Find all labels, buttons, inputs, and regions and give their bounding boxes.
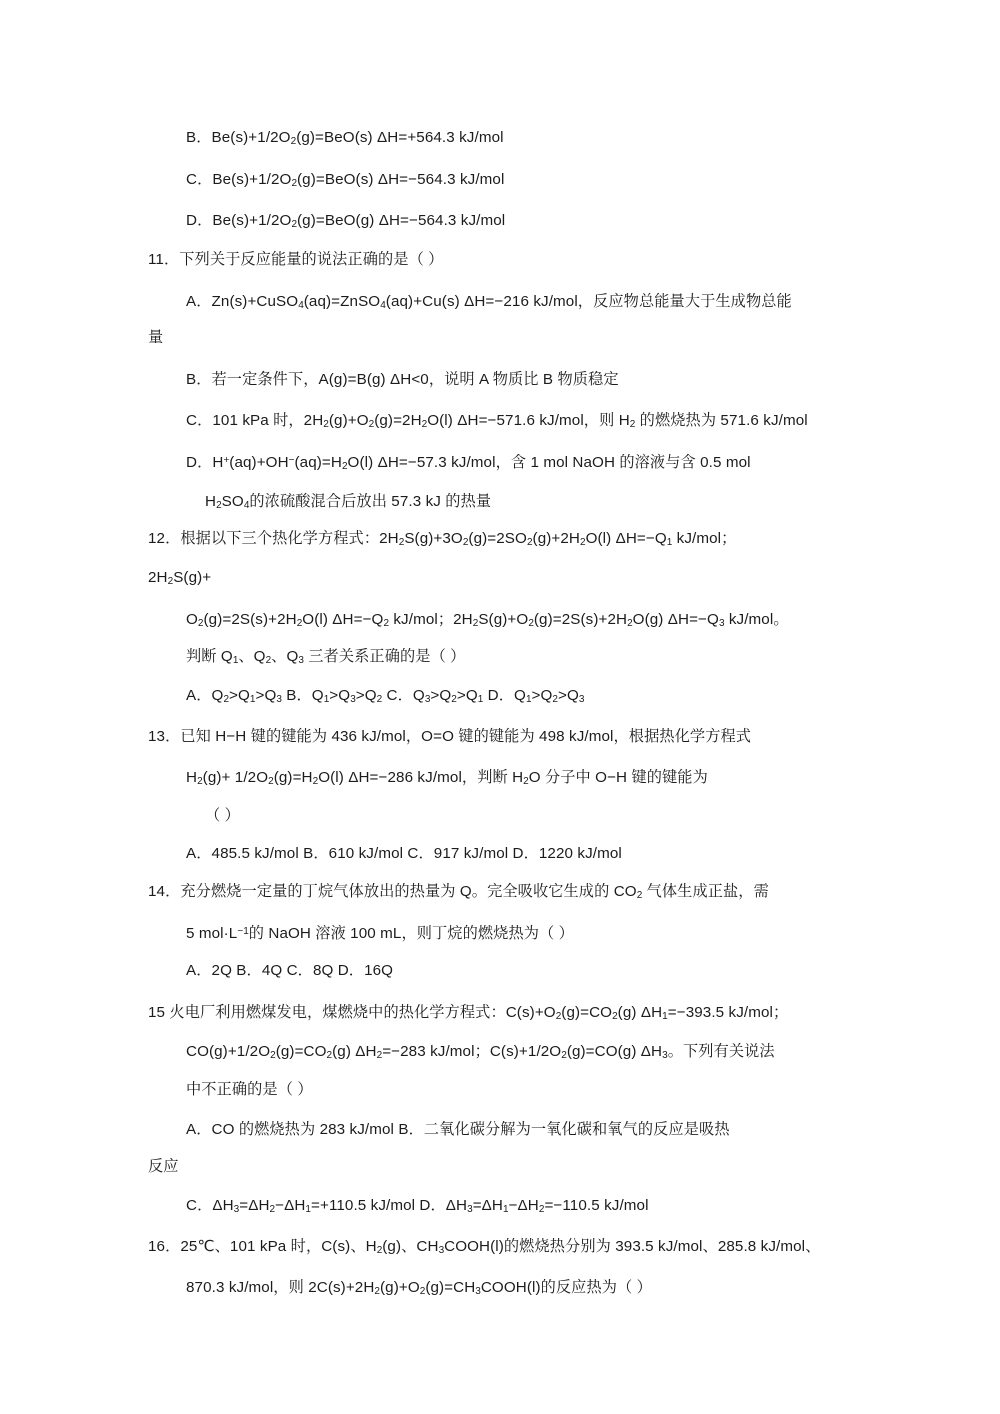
text-line-q15_stem_wrap: $CO(g)+1/2O_2(g)=CO_2(g)$ $\Delta H_2=-283$ kJ/mol；$C(s)+1/2O_2(g)=CO(g)$ $\Delta H_3$。下列有关说法: [186, 1043, 775, 1061]
text-line-q12_stem_wrap: $2H_2S(g)+$: [148, 569, 212, 587]
text-line-q16_stem: 16．25℃、101 kPa 时，C(s)、$H_2(g)$、$CH_3COOH(l)$的燃烧热分别为 393.5 kJ/mol、285.8 kJ/mol、: [148, 1238, 821, 1256]
text-line-q11_opt_a_wrap: 量: [148, 329, 164, 346]
text-line-q10_opt_b: B．$Be(s)+1/2O_2(g)=BeO(s)$ ΔH=+564.3 kJ/mol: [186, 129, 504, 147]
text-line-q15_opt_ab: A．CO 的燃烧热为 283 kJ/mol B．二氧化碳分解为一氧化碳和氧气的反应是吸热: [186, 1121, 730, 1138]
text-line-q10_opt_d: D．$Be(s)+1/2O_2(g)=BeO(g)$ ΔH=−564.3 kJ/mol: [186, 212, 506, 230]
text-line-q11_stem: 11．下列关于反应能量的说法正确的是（ ）: [148, 251, 444, 268]
text-line-q13_stem: 13．已知 H−H 键的键能为 436 kJ/mol，O=O 键的键能为 498 kJ/mol，根据热化学方程式: [148, 728, 752, 745]
text-line-q14_options: A．2Q B．4Q C．8Q D．16Q: [186, 962, 394, 979]
text-line-q14_stem: 14．充分燃烧一定量的丁烷气体放出的热量为 Q。完全吸收它生成的 $CO_2$ 气体生成正盐，需: [148, 883, 769, 901]
text-line-q12_options: A．$Q_2>Q_1>Q_3$ B．$Q_1>Q_3>Q_2$ C．$Q_3>Q_2>Q_1$ D．$Q_1>Q_2>Q_3$: [186, 687, 585, 705]
text-line-q12_stem_wrap3: 判断 $Q_1$、$Q_2$、$Q_3$ 三者关系正确的是（ ）: [186, 648, 466, 666]
text-line-q13_options: A．485.5 kJ/mol B．610 kJ/mol C．917 kJ/mol D．1220 kJ/mol: [186, 845, 622, 862]
text-line-q13_stem_blank: （ ）: [205, 807, 240, 824]
text-line-q12_stem_wrap2: $O_2(g)=2S(s)+2H_2O(l)$ $\Delta H=-Q_2$ kJ/mol；$2H_2S(g)+O_2(g)=2S(s)+2H_2O(g)$ $\Delta H=-Q_3$ kJ/mol。: [186, 611, 789, 629]
text-line-q10_opt_c: C．$Be(s)+1/2O_2(g)=BeO(s)$ ΔH=−564.3 kJ/mol: [186, 171, 505, 189]
text-line-q11_opt_b: B．若一定条件下，A(g)=B(g) ΔH<0，说明 A 物质比 B 物质稳定: [186, 371, 619, 388]
text-line-q13_stem_wrap: $H_2(g)+ 1/2O_2(g)=H_2O(l)$ ΔH=−286 kJ/mol，判断 $H_2O$ 分子中 O−H 键的键能为: [186, 769, 708, 787]
text-line-q11_opt_d: D．$H^+(aq)+OH^-(aq)=H_2O(l)$ ΔH=−57.3 kJ/mol，含 1 mol NaOH 的溶液与含 0.5 mol: [186, 454, 751, 472]
text-line-q14_stem_wrap: 5 $mol\cdot L^{-1}$的 NaOH 溶液 100 mL，则丁烷的燃烧热为（ ）: [186, 925, 574, 943]
text-line-q12_stem: 12．根据以下三个热化学方程式：$2H_2S(g)+3O_2(g)=2SO_2(g)+2H_2O(l)$ $\Delta H=-Q_1$ kJ/mol；: [148, 530, 737, 548]
text-line-q15_stem: 15 火电厂利用燃煤发电，煤燃烧中的热化学方程式：$C(s)+O_2(g)=CO_2(g)$ $\Delta H_1=-393.5$ kJ/mol；: [148, 1004, 789, 1022]
text-line-q11_opt_d_wrap: $H_2SO_4$的浓硫酸混合后放出 57.3 kJ 的热量: [205, 493, 492, 511]
text-line-q15_opt_cd: C．$\Delta H_3=\Delta H_2-\Delta H_1=+110.5$ kJ/mol D．$\Delta H_3=\Delta H_1-\Delta H_2=-110.5$ kJ/mol: [186, 1197, 649, 1215]
text-line-q11_opt_a: A．Zn(s)+CuSO$_4$(aq)=ZnSO$_4$(aq)+Cu(s) ΔH=−216 kJ/mol，反应物总能量大于生成物总能: [186, 293, 792, 311]
text-line-q16_stem_wrap: 870.3 kJ/mol，则 $2C(s)+2H_2(g)+O_2(g)=CH_3COOH(l)$的反应热为（ ）: [186, 1279, 652, 1297]
text-line-q15_opt_b_wrap: 反应: [148, 1158, 179, 1175]
text-line-q15_stem_wrap2: 中不正确的是（ ）: [186, 1081, 313, 1098]
text-line-q11_opt_c: C．101 kPa 时，$2H_2(g)+O_2(g)=2H_2O(l)$ ΔH=−571.6 kJ/mol，则 $H_2$ 的燃烧热为 571.6 kJ/mol: [186, 412, 808, 430]
